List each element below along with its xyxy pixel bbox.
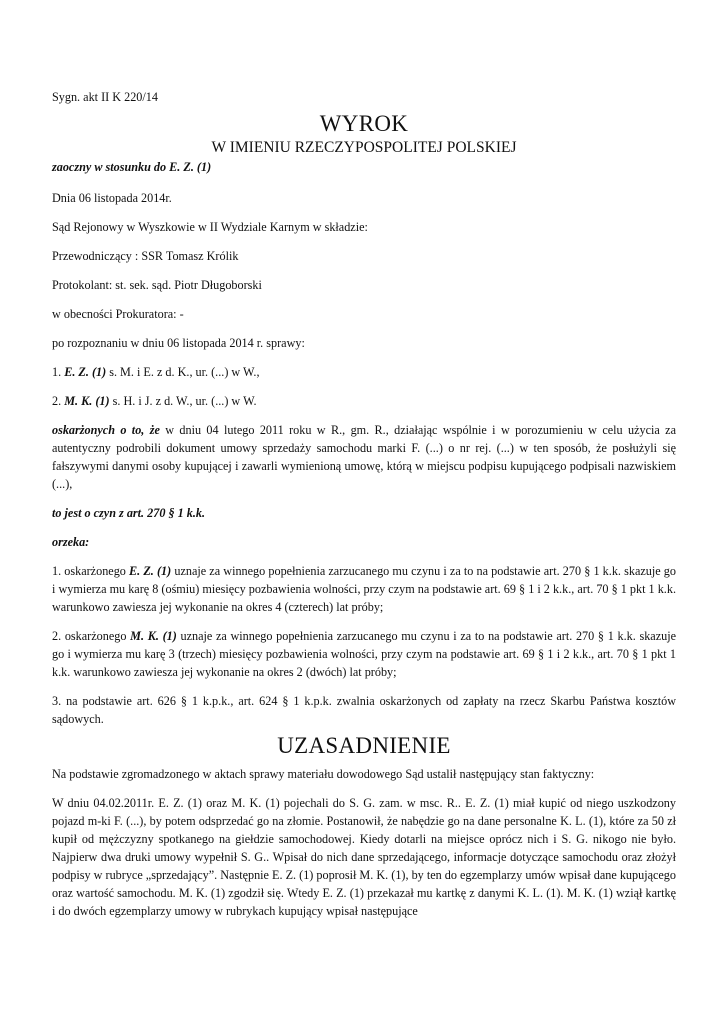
charge-article: to jest o czyn z art. 270 § 1 k.k.: [52, 506, 206, 520]
ruling-item: [52, 627, 676, 681]
ruling-heading: orzeka:: [52, 535, 90, 549]
charge-paragraph: [52, 421, 676, 493]
defendant-name: M. K. (1): [64, 394, 110, 408]
ruling-item: [52, 562, 676, 616]
justification-intro: Na podstawie zgromadzonego w aktach sprawy materiału dowodowego Sąd ustalił następujący stan faktyczny:: [52, 767, 595, 781]
defendant-number: 2.: [52, 394, 65, 408]
judgment-subtitle: W IMIENIU RZECZYPOSPOLITEJ POLSKIEJ: [211, 139, 517, 156]
ruling-item: [52, 692, 676, 728]
defendant-item: [52, 363, 676, 381]
ruling-text: uznaje za winnego popełnienia zarzucanego mu czynu i za to na podstawie art. 270 § 1 k.k. skazuje go i wymierza mu karę 3 (trzech) miesięcy pozbawienia wolności, przy czym na podstawie art. 69 § 1 i 2 k.k., art. 70 § 1 pkt 1 k.k. warunkowo zawiesza jej wykonanie na okres 2 (dwóch) lat próby;: [52, 629, 677, 679]
defendant-name: E. Z. (1): [64, 365, 107, 379]
charge-text: w dniu 04 lutego 2011 roku w R., gm. R., działając wspólnie i w porozumieniu w celu użycia za autentyczny podrobili dokument umowy sprzedaży samochodu marki F. (...) o nr rej. (...) w ten sposób, że posłużyli się fałszywymi danymi osoby kupującej i zawarli wymienioną umowę, którą w miejscu podpisu kupującego podpisali nazwiskiem (...),: [52, 423, 676, 491]
defendant-details: s. M. i E. z d. K., ur. (...) w W.,: [106, 365, 260, 379]
justification-title: UZASADNIENIE: [277, 733, 451, 758]
court-clerk: Protokolant: st. sek. sąd. Piotr Długoborski: [52, 278, 262, 292]
charge-lead: oskarżonych o to, że: [52, 423, 160, 437]
ruling-number: 1. oskarżonego: [52, 564, 130, 578]
justification-facts: W dniu 04.02.2011r. E. Z. (1) oraz M. K. (1) pojechali do S. G. zam. w msc. R.. E. Z. (1) miał kupić od niego uszkodzony pojazd m-ki F. (...), by potem odsprzedać go na złomie. Postanowił, że nabędzie go na dane personalne K. L. (1), które za 50 zł kupił od mężczyzny spotkanego na giełdzie samochodowej. Kiedy dotarli na miejsce oprócz nich i S. G. nikogo nie było. Najpierw dwa druki umowy wypełnił S. G.. Wpisał do nich dane sprzedającego, informacje dotyczące samochodu oraz złożył podpisy w rubryce „sprzedający”. Następnie E. Z. (1) poprosił M. K. (1), by ten do egzemplarzy umów wpisał dane kupującego oraz wartość samochodu. M. K. (1) zgodził się. Wtedy E. Z. (1) przekazał mu kartkę z danymi K. L. (1). M. K. (1) wziął kartkę i do dwóch egzemplarzy umowy w rubrykach kupujący wpisał następujące: [52, 796, 676, 918]
hearing-info: po rozpoznaniu w dniu 06 listopada 2014 r. sprawy:: [52, 336, 305, 350]
ruling-defendant: E. Z. (1): [129, 564, 172, 578]
judgment-title: WYROK: [319, 111, 409, 136]
judgment-document: [52, 88, 676, 920]
judgment-date: Dnia 06 listopada 2014r.: [52, 191, 172, 205]
presiding-judge: Przewodniczący : SSR Tomasz Królik: [52, 249, 239, 263]
ruling-number: 2. oskarżonego: [52, 629, 131, 643]
defendant-number: 1.: [52, 365, 65, 379]
prosecutor-presence: w obecności Prokuratora: -: [52, 307, 184, 321]
ruling-text: 3. na podstawie art. 626 § 1 k.p.k., art. 624 § 1 k.p.k. zwalnia oskarżonych od zapłaty na rzecz Skarbu Państwa kosztów sądowych.: [52, 694, 676, 726]
court-composition: Sąd Rejonowy w Wyszkowie w II Wydziale Karnym w składzie:: [52, 220, 368, 234]
in-absentia-note: zaoczny w stosunku do E. Z. (1): [52, 160, 212, 174]
ruling-text: uznaje za winnego popełnienia zarzucanego mu czynu i za to na podstawie art. 270 § 1 k.k. skazuje go i wymierza mu karę 8 (ośmiu) miesięcy pozbawienia wolności, przy czym na podstawie art. 69 § 1 i 2 k.k., art. 70 § 1 pkt 1 k.k. warunkowo zawiesza jej wykonanie na okres 4 (czterech) lat próby;: [52, 564, 676, 614]
defendant-item: [52, 392, 676, 410]
defendant-details: s. H. i J. z d. W., ur. (...) w W.: [109, 394, 257, 408]
case-signature: Sygn. akt II K 220/14: [52, 90, 158, 104]
ruling-defendant: M. K. (1): [130, 629, 177, 643]
